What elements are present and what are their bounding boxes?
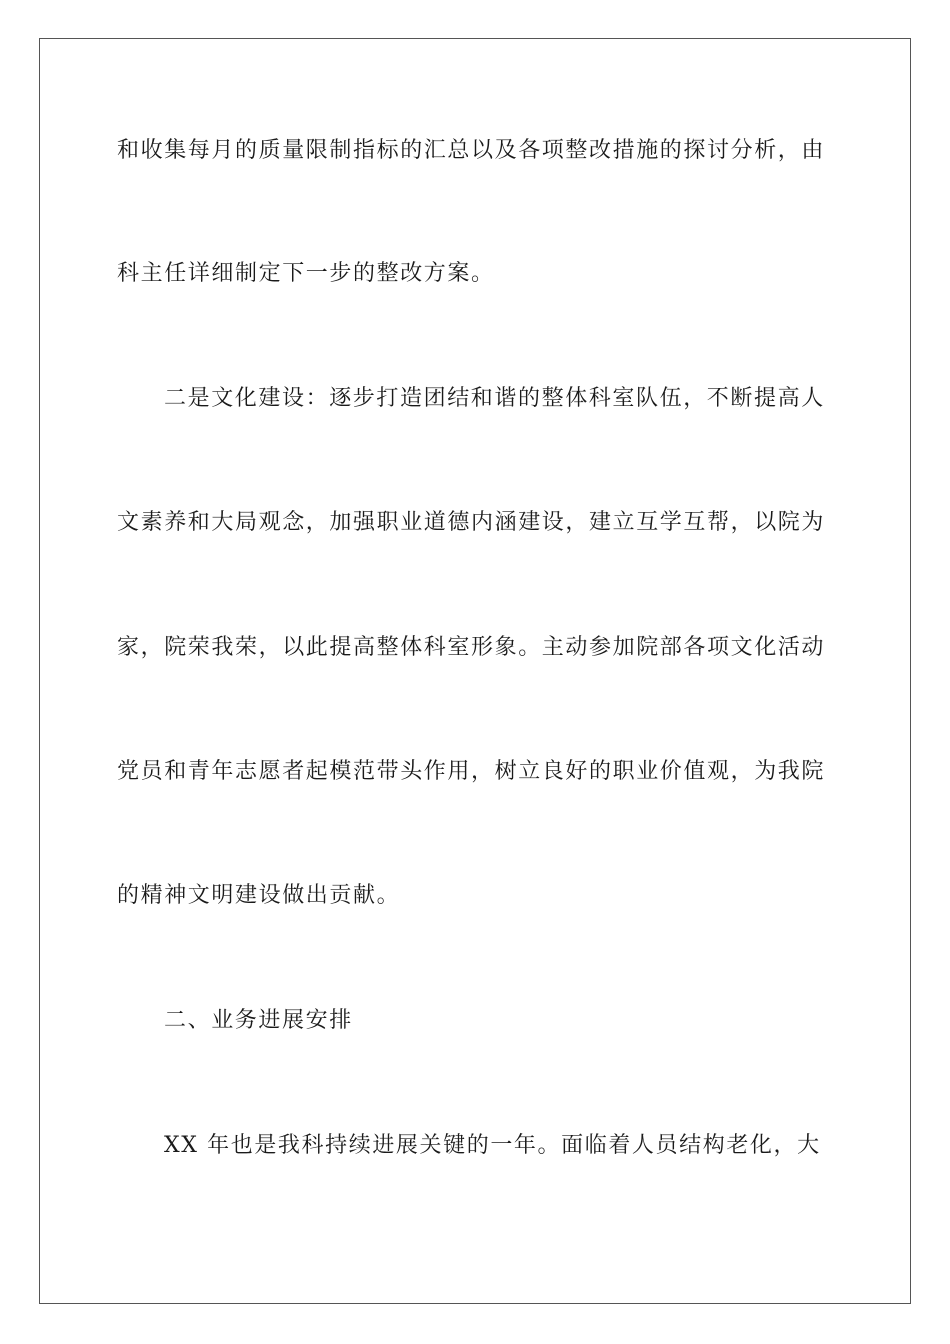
body-text-line: 科主任详细制定下一步的整改方案。 — [117, 261, 495, 286]
body-text-line: 党员和青年志愿者起模范带头作用，树立良好的职业价值观，为我院 — [117, 759, 826, 784]
body-text-line: 文素养和大局观念，加强职业道德内涵建设，建立互学互帮，以院为 — [117, 510, 826, 535]
paragraph-start-line: XX 年也是我科持续进展关键的一年。面临着人员结构老化，大 — [164, 1133, 821, 1158]
page-border — [39, 38, 911, 1304]
paragraph-start-line: 二是文化建设：逐步打造团结和谐的整体科室队伍，不断提高人 — [164, 386, 825, 411]
section-heading: 二、业务进展安排 — [164, 1008, 353, 1033]
body-text-line: 和收集每月的质量限制指标的汇总以及各项整改措施的探讨分析，由 — [117, 138, 826, 163]
body-text-line: 家，院荣我荣，以此提高整体科室形象。主动参加院部各项文化活动 — [117, 635, 826, 660]
body-text-line: 的精神文明建设做出贡献。 — [117, 883, 401, 908]
